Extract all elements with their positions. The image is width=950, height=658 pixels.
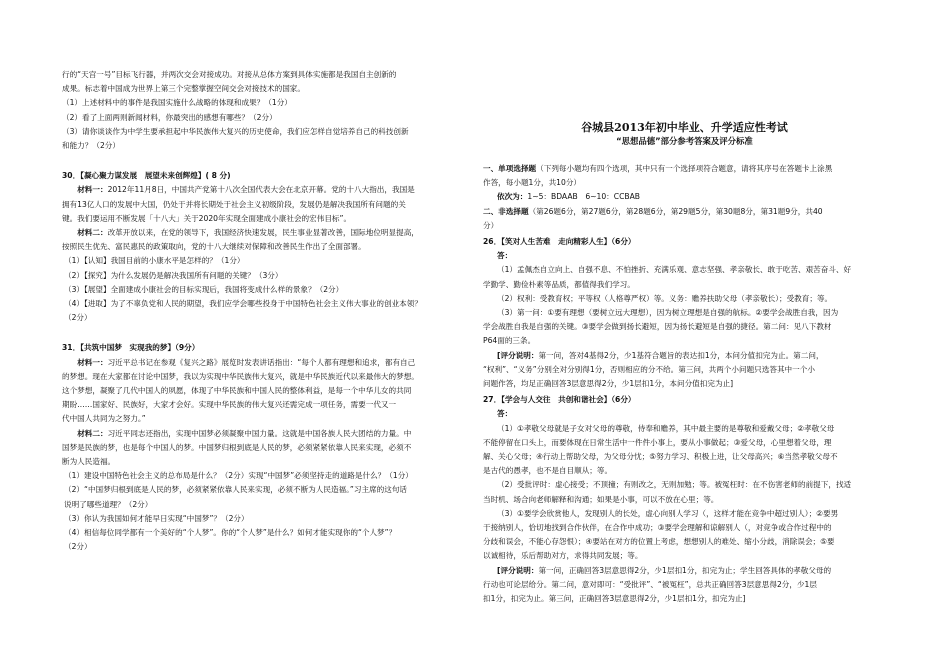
section-2-text: （第26题6分，第27题6分，第28题6分，第29题5分，第30题8分，第31题9分，共40 bbox=[528, 206, 823, 216]
q31-item: （4）相信每位同学都有一个美好的“个人梦”。你的“个人梦”是什么？如何才能实现你的“个人梦”？ bbox=[64, 528, 397, 538]
intro-question: （1）上述材料中的事件是我国实施什么战略的体现和成果？（1分） bbox=[62, 98, 292, 108]
q26-scoring-line: 第一问，答对4基得2分，少1基符合题旨的表达扣1分，本问分值扣完为止。第二问， bbox=[538, 350, 824, 360]
q30-item: （2分） bbox=[64, 313, 92, 323]
q30-m2-line: 改革开放以来，在党的领导下，我国经济快速发展，民生事业显著改善，国际地位明显提高， bbox=[107, 228, 419, 238]
q31-m1-line: 这个梦想，凝聚了几代中国人的夙愿，体现了中华民族和中国人民的整体利益，是每一个中华儿女的共同 bbox=[62, 386, 412, 396]
intro-line: 成果。标志着中国成为世界上第三个完整掌握空间交会对接技术的国家。 bbox=[62, 84, 305, 94]
q27-scoring-label: [评分说明： bbox=[497, 565, 539, 575]
q30-item: （4）【进取】为了不辜负党和人民的期望，我们应学会哪些投身于中国特色社会主义伟大事业的创业本领？ bbox=[64, 299, 422, 309]
q27-answer-label: 答： bbox=[497, 409, 513, 419]
q31-m1-line: 期盼……国家好、民族好，大家才会好。实现中华民族的伟大复兴还需完成一项任务，需要一代又一 bbox=[62, 400, 397, 410]
q30-item: （1）【认知】我国目前的小康水平是怎样的？（1分） bbox=[64, 256, 245, 266]
q26-line: （1）孟佩杰自立向上、自强不息、不怕挫折、充满乐观、意志坚强、孝亲敬长、敢于吃苦、艰苦奋斗、好 bbox=[497, 265, 852, 275]
q31-m1-label: 材料一： bbox=[77, 357, 108, 367]
q26-scoring-line: 问题作答，均足正确回答3层意思得2分，少1层扣1分，本问分值扣完为止] bbox=[483, 379, 734, 389]
q27-line: 分歧和误会，不能心存怨恨）；④要站在对方的位置上考虑，想想别人的难处、缩小分歧，消除误会；⑤要 bbox=[483, 537, 835, 547]
q31-m2-line: 国梦是民族的梦，也是每个中国人的梦。中国梦归根到底是人民的梦，必须紧紧依靠人民来实现，必须不 bbox=[62, 442, 412, 452]
q31-item: （3）你认为我国如何才能早日实现“中国梦”？（2分） bbox=[64, 513, 249, 523]
q27-scoring-line: 扣1分，扣完为止。第三问，正确回答3层意思得2分，少1层扣1分，扣完为止] bbox=[483, 594, 746, 604]
q30-header: 30．【凝心聚力谋发展 展望未来创辉煌】( 8 分) bbox=[62, 171, 231, 181]
q27-line: 于接纳别人，恰切地找到合作伙伴，在合作中成功；③要学会理解和谅解别人（，对竞争或合作过程中的 bbox=[483, 523, 832, 533]
q30-m1-line: 2012年11月8日，中国共产党第十八次全国代表大会在北京开幕。党的十八大指出，我国是 bbox=[107, 185, 415, 195]
q27-line: 以诚相待，乐后帮助对方，求得共同发展；等。 bbox=[483, 551, 643, 561]
q31-m1-line: 代中国人共同为之努力。” bbox=[62, 414, 146, 424]
q31-item: （2分） bbox=[64, 542, 92, 552]
q27-line: 解、关心父母；④行动上帮助父母，为父母分忧；⑤努力学习、积极上进，让父母高兴；⑥当然孝敬父母不 bbox=[483, 452, 838, 462]
q26-header: 26．【笑对人生苦难 走向精彩人生】（6分） bbox=[483, 237, 636, 247]
answers-label: 依次为： bbox=[497, 192, 528, 202]
answers-value: 1~5：BDAAB 6~10：CCBAB bbox=[527, 192, 640, 202]
q26-scoring-label: [评分说明： bbox=[497, 350, 539, 360]
q30-m2-label: 材料二： bbox=[77, 228, 108, 238]
q31-item: （1）建设中国特色社会主义的总布局是什么？（2分）实现“中国梦”必须坚持走的道路是什么？（1分） bbox=[64, 471, 413, 481]
q31-material-1 bbox=[62, 356, 470, 370]
q26-line: 学勤学、勤俭朴素等品质，都值得我们学习。 bbox=[483, 279, 635, 289]
q27-line: （1）①孝敬父母就是子女对父母的尊敬，侍奉和赡养，其中最主要的是尊敬和爱戴父母；②孝敬父母 bbox=[497, 423, 835, 433]
intro-question: 和能力？（2分） bbox=[62, 141, 120, 151]
q27-line: （2）受批评时：虚心接受；不顶撞；有则改之，无则加勉；等。被冤枉时：在不伤害老师的前提下，找适 bbox=[497, 480, 852, 490]
q26-line: 学会战胜自我是自强的关键。③要学会做到扬长避短，因为扬长避短是自强的捷径。第二问：见八下教材 bbox=[483, 322, 832, 332]
q26-scoring bbox=[483, 349, 886, 363]
q31-m2-line: 习近平同志还指出，实现中国梦必须凝聚中国力量。这就是中国各族人民大团结的力量。中 bbox=[107, 428, 412, 438]
q30-m2-line: 按照民生优先、富民惠民的政策取向，党的十八大继续对保障和改善民生作出了全面部署。 bbox=[62, 242, 366, 252]
q26-answer-label: 答： bbox=[497, 251, 513, 261]
intro-question: （2）看了上面两则新闻材料，你最突出的感想有哪些？（2分） bbox=[62, 112, 277, 122]
q30-m1-label: 材料一： bbox=[77, 185, 108, 195]
q27-line: 不能停留在口头上，而要体现在日常生活中一件件小事上，要从小事做起；③爱父母，心里想着父母，理 bbox=[483, 437, 832, 447]
q31-m1-line: 习近平总书记在参观《复兴之路》展览时发表讲话指出：“每个人都有理想和追求，都有自己 bbox=[107, 357, 416, 367]
q27-line: （3）①要学会欣赏他人，发现别人的长处，虚心向别人学习（，这样才能在竞争中超过别人）；②要男 bbox=[497, 508, 839, 518]
q27-scoring-line: 第一问，正确回答3层意思得2分，少1层扣1分，扣完为止；学生回答具体的孝敬父母的 bbox=[538, 565, 832, 575]
q31-m1-line: 的梦想。现在大家都在讨论中国梦，我以为实现中华民族伟大复兴，就是中华民族近代以来最伟大的梦想。 bbox=[62, 371, 419, 381]
q31-item: 说明了哪些道理？（2分） bbox=[64, 499, 153, 509]
q27-header: 27．【学会与人交往 共创和谐社会】（6分） bbox=[483, 395, 636, 405]
q27-line: 是古代的愚孝，也不是自目顺从；等。 bbox=[483, 466, 613, 476]
section-2 bbox=[483, 205, 886, 219]
right-column bbox=[483, 120, 886, 606]
section-2-text: 分） bbox=[483, 220, 499, 230]
intro-line: 行的“天宫一号”目标飞行器，并两次交会对接成功。对接从总体方案到具体实施都是我国自主创新的 bbox=[62, 70, 397, 79]
q27-scoring bbox=[483, 564, 886, 578]
choice-answers bbox=[483, 190, 886, 204]
q31-m2-label: 材料二： bbox=[77, 428, 108, 438]
section-1 bbox=[483, 162, 886, 176]
q27-line: 当时机、场合向老师解释和沟通；如果是小事，可以不放在心里；等。 bbox=[483, 494, 719, 504]
q26-scoring-line: “权利”、“义务”分别全对分别得1分，否则相应的分不给。第三问，共两个小问题只选答其中一个小 bbox=[483, 364, 815, 374]
section-1-text: （下列每小题均有四个选项，其中只有一个选择项符合题意，请将其序号在答题卡上涂黑 bbox=[536, 164, 833, 173]
q31-item: （2）“中国梦归根到底是人民的梦，必须紧紧依靠人民来实现，必须不断为人民造福。”习主席的这句话 bbox=[64, 485, 408, 495]
q26-line: P64面的三条。 bbox=[483, 336, 536, 346]
q31-material-2 bbox=[62, 427, 470, 441]
q26-line: （2）权利：受教育权；平等权（人格尊严权）等。义务：赡养扶助父母（孝亲敬长）；受教育；等。 bbox=[497, 293, 833, 303]
q31-header: 31．【共筑中国梦 实现我的梦】（9分） bbox=[62, 343, 200, 353]
intro-question: （3）请你谈谈作为中学生要承担起中华民族伟大复兴的历史使命，我们应怎样自觉培养自己的科技创新 bbox=[62, 126, 409, 136]
q30-material-2 bbox=[62, 226, 470, 240]
left-column bbox=[62, 68, 470, 555]
q30-item: （2）【探究】为什么发展仍是解决我国所有问题的关键？（3分） bbox=[64, 270, 283, 280]
section-1-label: 一、单项选择题 bbox=[483, 164, 537, 173]
q26-line: （3）第一问：①要有理想（要树立远大理想），因为树立理想是自强的航标。②要学会战胜自我，因为 bbox=[497, 308, 839, 318]
answer-subtitle: “思想品德”部分参考答案及评分标准 bbox=[616, 136, 753, 146]
section-2-label: 二、非选择题 bbox=[483, 206, 529, 216]
q30-item: （3）【展望】全面建成小康社会的目标实现后，我国将变成什么样的景象？（2分） bbox=[64, 284, 344, 294]
q27-scoring-line: 行动也可论层给分。第二问，意对即可：“受批评”、“被冤枉”，总共正确回答3层意思得2分，少1层 bbox=[483, 579, 817, 589]
q31-m2-line: 断为人民造福。 bbox=[62, 457, 116, 467]
answer-title: 谷城县2013年初中毕业、升学适应性考试 bbox=[581, 121, 788, 134]
q30-m1-line: 键。我们要运用不断发展「十八大」关于2020年实现全面建成小康社会的宏伟目标”。 bbox=[62, 213, 352, 223]
q30-material-1 bbox=[62, 183, 470, 197]
section-1-text: 作答，每小题1分，共10分） bbox=[483, 178, 582, 188]
q30-m1-line: 拥有13亿人口的发展中大国，仍处于并将长期处于社会主义初级阶段，发展仍是解决我国所有问题的关 bbox=[62, 199, 406, 209]
